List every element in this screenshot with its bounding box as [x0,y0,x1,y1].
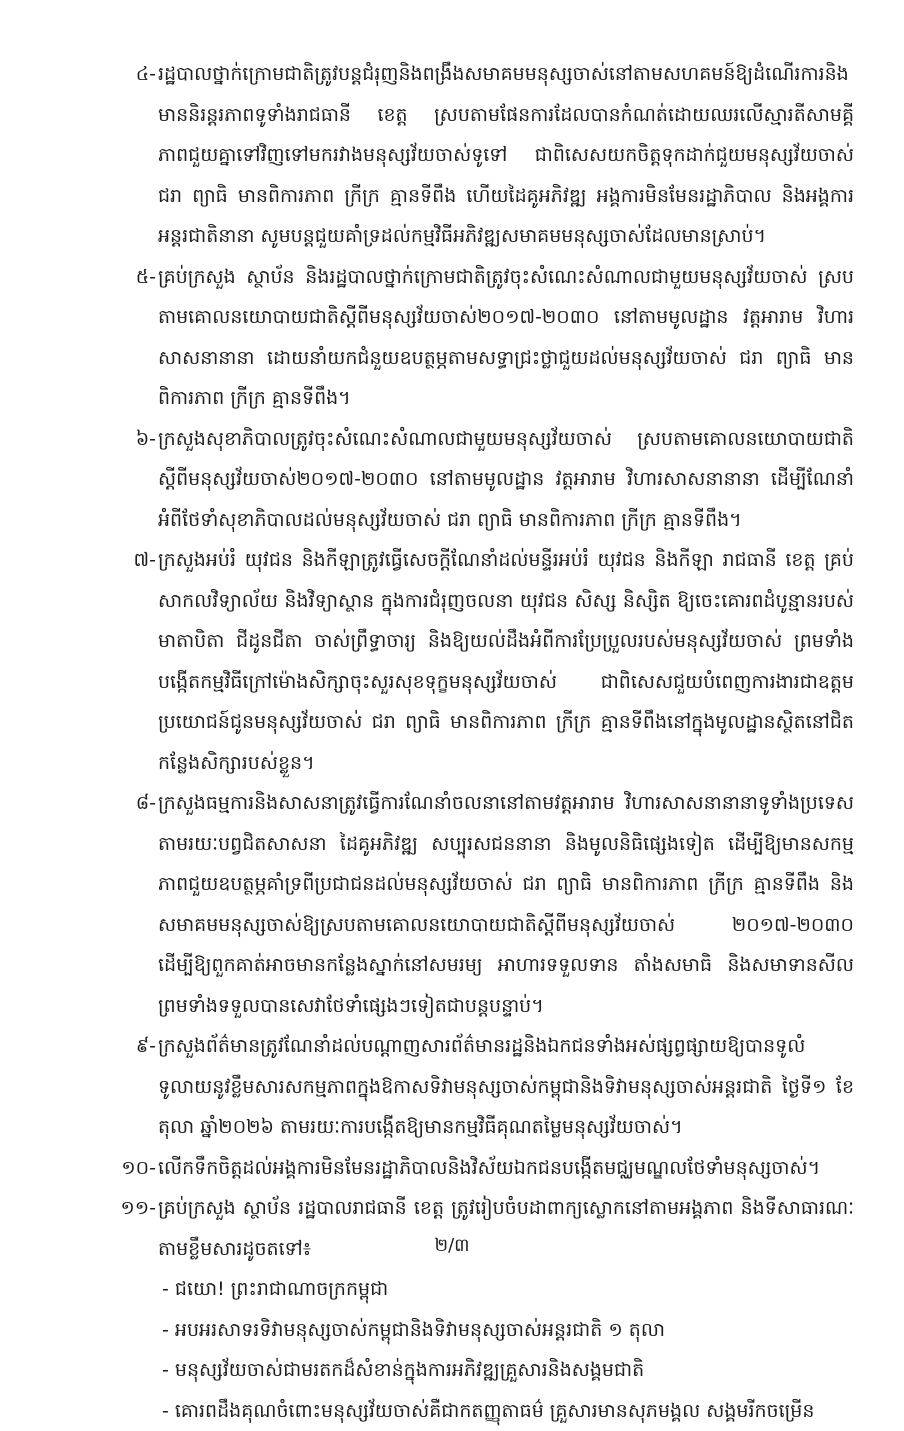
item-text: ក្រសួងសុខាភិបាលត្រូវចុះសំណេះសំណាលជាមួយមនុស្សវ័យចាស់ ស្របតាមគោលនយោបាយជាតិស្តីពីមនុស្សវ័យចាស់២០១៧-២០៣០ នៅតាមមូលដ្ឋាន វត្តអារាម វិហារសាសនានានា ដើម្បីណែនាំអំពីថែទាំសុខាភិបាលដល់មនុស្សវ័យចាស់ ជរា ព្យាធិ មានពិការភាព ក្រីក្រ គ្មានទីពឹង។ [158,419,854,541]
item-number: ១១- [0,1188,156,1229]
item-text: លើកទឹកចិត្តដល់អង្គការមិនមែនរដ្ឋាភិបាលនិងវិស័យឯកជនបង្កើតមជ្ឈមណ្ឌលថែទាំមនុស្សចាស់។ [158,1148,854,1189]
list-item-5 [0,257,904,419]
item-text: គ្រប់ក្រសួង ស្ថាប័ន និងរដ្ឋបាលថ្នាក់ក្រោមជាតិត្រូវចុះសំណេះសំណាលជាមួយមនុស្សវ័យចាស់ ស្របតាមគោលនយោបាយជាតិស្តីពីមនុស្សវ័យចាស់២០១៧-២០៣០ នៅតាមមូលដ្ឋាន វត្តអារាម វិហារសាសនានានា ដោយនាំយកជំនួយឧបត្ថម្ភតាមសទ្ធាជ្រះថ្លាជួយដល់មនុស្សវ័យចាស់ ជរា ព្យាធិ មានពិការភាព ក្រីក្រ គ្មានទីពឹង។ [158,257,854,419]
item-number: ៥- [0,257,156,298]
list-item-10 [0,1148,904,1189]
list-item-7 [0,540,904,783]
item-text: ក្រសួងព័ត៌មានត្រូវណែនាំដល់បណ្តាញសារព័ត៌មានរដ្ឋនិងឯកជនទាំងអស់ផ្សព្វផ្សាយឱ្យបានទូលំទូលាយនូវខ្លឹមសារសកម្មភាពក្នុងឱកាសទិវាមនុស្សចាស់កម្ពុជានិងទិវាមនុស្សចាស់អន្តរជាតិ ថ្ងៃទី១ ខែតុលា ឆ្នាំ២០២៦ តាមរយៈការបង្កើតឱ្យមានកម្មវិធីគុណតម្លៃមនុស្សវ័យចាស់។ [158,1026,854,1148]
item-number: ៤- [0,54,156,95]
item-number: ៧- [0,540,156,581]
item-text: រដ្ឋបាលថ្នាក់ក្រោមជាតិត្រូវបន្តជំរុញនិងពង្រឹងសមាគមមនុស្សចាស់នៅតាមសហគមន៍ឱ្យដំណើរការនិងមាននិរន្តរភាពទូទាំងរាជធានី ខេត្ត ស្របតាមផែនការដែលបានកំណត់ដោយឈរលើស្មារតីសាមគ្គីភាពជួយគ្នាទៅវិញទៅមករវាងមនុស្សវ័យចាស់ទូទៅ ជាពិសេសយកចិត្តទុកដាក់ជួយមនុស្សវ័យចាស់ ជរា ព្យាធិ មានពិការភាព ក្រីក្រ គ្មានទីពឹង ហើយដៃគូអភិវឌ្ឍ អង្គការមិនមែនរដ្ឋាភិបាល និងអង្គការអន្តរជាតិនានា សូមបន្តជួយគាំទ្រដល់កម្មវិធីអភិវឌ្ឍសមាគមមនុស្សចាស់ដែលមានស្រាប់។ [158,54,854,257]
item-number: ១០- [0,1148,156,1189]
page-number: ២/៣ [0,1234,904,1258]
numbered-list [0,54,904,1431]
item-number: ៨- [0,783,156,824]
slogan-item: - អបអរសាទរទិវាមនុស្សចាស់កម្ពុជានិងទិវាមនុស្សចាស់អន្តរជាតិ ១ តុលា [162,1310,852,1351]
slogan-item: - ជយោ! ព្រះរាជាណាចក្រកម្ពុជា [162,1269,852,1310]
slogan-list [162,1269,852,1431]
list-item-6 [0,419,904,541]
item-number: ៩- [0,1026,156,1067]
slogan-item: - មនុស្សវ័យចាស់ជាមរតកដ៏សំខាន់ក្នុងការអភិវឌ្ឍគ្រួសារនិងសង្គមជាតិ [162,1350,852,1391]
item-text: ក្រសួងធម្មការនិងសាសនាត្រូវធ្វើការណែនាំចលនានៅតាមវត្តអារាម វិហារសាសនានានាទូទាំងប្រទេសតាមរយៈបព្វជិតសាសនា ដៃគូអភិវឌ្ឍ សប្បុរសជននានា និងមូលនិធិផ្សេងទៀត ដើម្បីឱ្យមានសកម្មភាពជួយឧបត្ថម្ភគាំទ្រពីប្រជាជនដល់មនុស្សវ័យចាស់ ជរា ព្យាធិ មានពិការភាព ក្រីក្រ គ្មានទីពឹង និងសមាគមមនុស្សចាស់ឱ្យស្របតាមគោលនយោបាយជាតិស្តីពីមនុស្សវ័យចាស់ ២០១៧-២០៣០ ដើម្បីឱ្យពួកគាត់អាចមានកន្លែងស្នាក់នៅសមរម្យ អាហារទទួលទាន តាំងសមាធិ និងសមាទានសីល ព្រមទាំងទទួលបានសេវាថែទាំផ្សេងៗទៀតជាបន្តបន្ទាប់។ [158,783,854,1026]
slogan-item: - គោរពដឹងគុណចំពោះមនុស្សវ័យចាស់គឺជាកតញ្ញុតាធម៌ គ្រួសារមានសុភមង្គល សង្គមរីកចម្រើន [162,1391,852,1431]
list-item-8 [0,783,904,1026]
item-text: ក្រសួងអប់រំ យុវជន និងកីឡាត្រូវធ្វើសេចក្តីណែនាំដល់មន្ទីរអប់រំ យុវជន និងកីឡា រាជធានី ខេត្ត គ្រប់សាកលវិទ្យាល័យ និងវិទ្យាស្ថាន ក្នុងការជំរុញចលនា យុវជន សិស្ស និស្សិត ឱ្យចេះគោរពដំបូន្មានរបស់មាតាបិតា ជីដូនជីតា ចាស់ព្រឹទ្ធាចារ្យ និងឱ្យយល់ដឹងអំពីការប្រែប្រួលរបស់មនុស្សវ័យចាស់ ព្រមទាំងបង្កើតកម្មវិធីក្រៅម៉ោងសិក្សាចុះសួរសុខទុក្ខមនុស្សវ័យចាស់ ជាពិសេសជួយបំពេញការងារជាឧត្តមប្រយោជន៍ជូនមនុស្សវ័យចាស់ ជរា ព្យាធិ មានពិការភាព ក្រីក្រ គ្មានទីពឹងនៅក្នុងមូលដ្ឋានស្ថិតនៅជិតកន្លែងសិក្សារបស់ខ្លួន។ [158,540,854,783]
item-number: ៦- [0,419,156,460]
item-text: គ្រប់ក្រសួង ស្ថាប័ន រដ្ឋបាលរាជធានី ខេត្ត ត្រូវរៀបចំបដាពាក្យស្លោកនៅតាមអង្គភាព និងទីសាធារណៈ តាមខ្លឹមសារដូចតទៅ៖ [158,1188,854,1269]
list-item-9 [0,1026,904,1148]
list-item-4 [0,54,904,257]
